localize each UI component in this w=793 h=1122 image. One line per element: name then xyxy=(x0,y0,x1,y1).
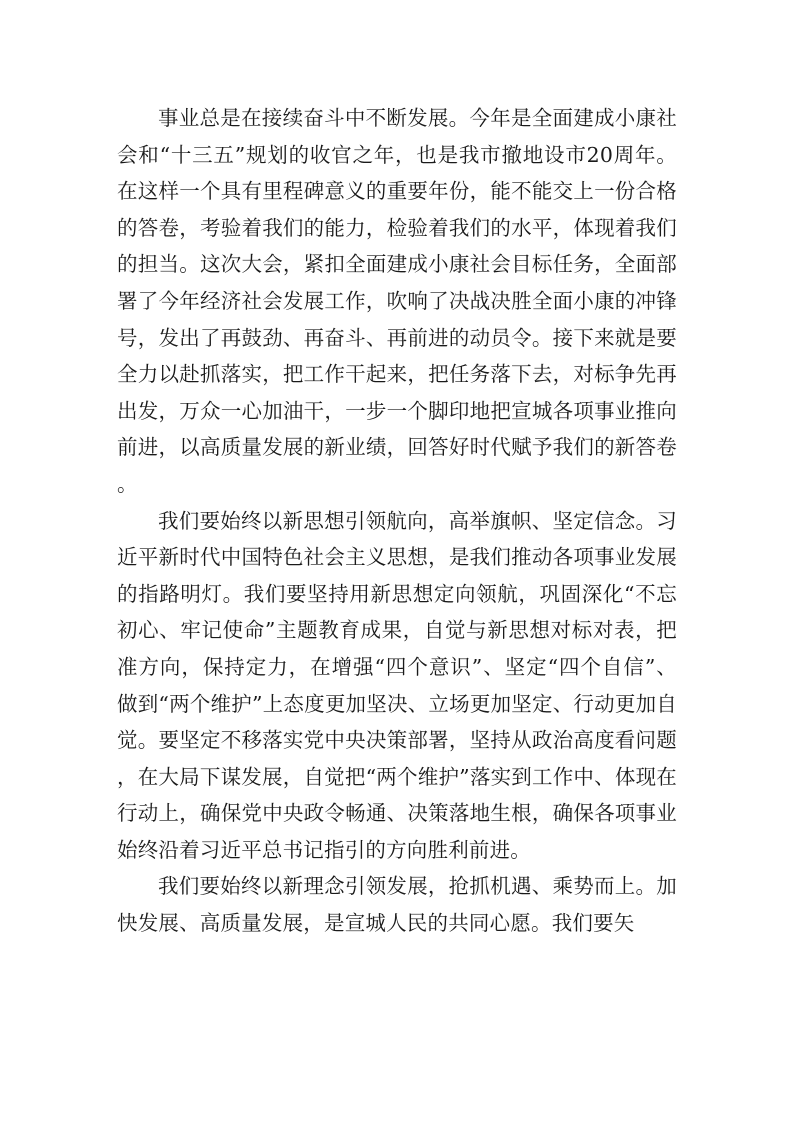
paragraph-1: 事业总是在接续奋斗中不断发展。今年是全面建成小康社会和“十三五”规划的收官之年，也是我市撤地设市20周年。在这样一个具有里程碑意义的重要年份，能不能交上一份合格的答卷，考验着我们的能力，检验着我们的水平，体现着我们的担当。这次大会，紧扣全面建成小康社会目标任务，全面部署了今年经济社会发展工作，吹响了决战决胜全面小康的冲锋号，发出了再鼓劲、再奋斗、再前进的动员令。接下来就是要全力以赴抓落实，把工作干起来，把任务落下去，对标争先再出发，万众一心加油干，一步一个脚印地把宣城各项事业推向前进，以高质量发展的新业绩，回答好时代赋予我们的新答卷。 xyxy=(117,106,677,496)
paragraph-2: 我们要始终以新思想引领航向，高举旗帜、坚定信念。习近平新时代中国特色社会主义思想，是我们推动各项事业发展的指路明灯。我们要坚持用新思想定向领航，巩固深化“不忘初心、牢记使命”主题教育成果，自觉与新思想对标对表，把准方向，保持定力，在增强“四个意识”、坚定“四个自信”、做到“两个维护”上态度更加坚决、立场更加坚定、行动更加自觉。要坚定不移落实党中央决策部署，坚持从政治高度看问题，在大局下谋发展，自觉把“两个维护”落实到工作中、体现在行动上，确保党中央政令畅通、决策落地生根，确保各项事业始终沿着习近平总书记指引的方向胜利前进。 xyxy=(117,508,677,862)
document-body xyxy=(117,100,677,942)
paragraph-3: 我们要始终以新理念引领发展，抢抓机遇、乘势而上。加快发展、高质量发展，是宣城人民的共同心愿。我们要矢 xyxy=(117,874,677,936)
